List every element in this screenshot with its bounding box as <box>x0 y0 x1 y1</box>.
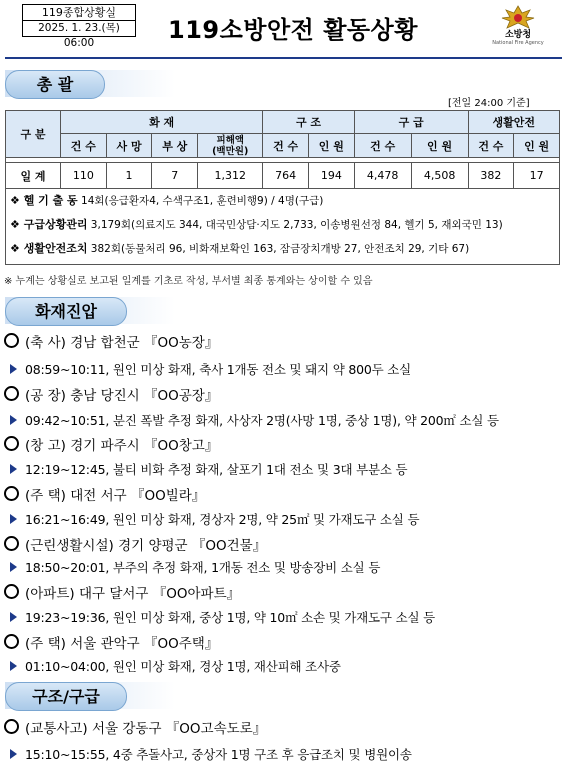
fire-item-title: (주 택) 대전 서구 『OO빌라』 <box>4 484 205 504</box>
triangle-bullet-icon <box>10 661 17 671</box>
fire-item-title: (창 고) 경기 파주시 『OO창고』 <box>4 434 218 454</box>
sub-header <box>198 134 263 158</box>
row-label: 일 계 <box>6 163 61 189</box>
circle-bullet-icon <box>4 436 19 451</box>
rescue-item-title: (교통사고) 서울 강동구 『OO고속도로』 <box>4 717 266 737</box>
fire-item-title: (주 택) 서울 관악구 『OO주택』 <box>4 632 218 652</box>
sub-header: 건 수 <box>468 134 514 158</box>
circle-bullet-icon <box>4 333 19 348</box>
value-cell: 17 <box>514 163 560 189</box>
fires-heading: 화재진압 <box>5 297 127 326</box>
damage-header-line2: (백만원) <box>212 145 249 157</box>
fire-item-detail: 08:59~10:11, 원인 미상 화재, 축사 1개동 전소 및 돼지 약 800두 소실 <box>10 360 411 378</box>
triangle-bullet-icon <box>10 464 17 474</box>
footnote: ※ 누계는 상황실로 보고된 일계를 기초로 작성, 부서별 최종 통계와는 상이할 수 있음 <box>4 276 373 287</box>
circle-bullet-icon <box>4 584 19 599</box>
fire-item-detail: 19:23~19:36, 원인 미상 화재, 중상 1명, 약 10㎡ 소손 및 가재도구 소실 등 <box>10 608 435 626</box>
value-cell: 4,508 <box>411 163 468 189</box>
sub-header: 인 원 <box>309 134 355 158</box>
sub-header: 건 수 <box>263 134 309 158</box>
value-cell: 194 <box>309 163 355 189</box>
agency-logo <box>486 4 550 48</box>
agency-name: 소방청 <box>504 30 532 40</box>
fire-item-detail: 01:10~04:00, 원인 미상 화재, 경상 1명, 재산피해 조사중 <box>10 657 341 675</box>
sub-header: 부 상 <box>152 134 198 158</box>
circle-bullet-icon <box>4 536 19 551</box>
group-safety: 생활안전 <box>468 111 559 134</box>
sub-header: 건 수 <box>354 134 411 158</box>
fire-item-detail: 12:19~12:45, 불티 비화 추정 화재, 살포기 1대 전소 및 3대 부분소 등 <box>10 460 407 478</box>
summary-heading: 총 괄 <box>5 70 105 99</box>
sub-header: 사 망 <box>106 134 152 158</box>
value-cell: 382 <box>468 163 514 189</box>
summary-notes <box>5 188 560 265</box>
triangle-bullet-icon <box>10 364 17 374</box>
sub-header: 건 수 <box>61 134 107 158</box>
fire-item-title: (아파트) 대구 달서구 『OO아파트』 <box>4 582 240 602</box>
fire-item-title: (축 사) 경남 합천군 『OO농장』 <box>4 331 218 351</box>
group-fire: 화 재 <box>61 111 263 134</box>
page-title: 119소방안전 활동상황 <box>168 16 418 44</box>
sub-header: 인 원 <box>514 134 560 158</box>
triangle-bullet-icon <box>10 562 17 572</box>
fire-item-detail: 09:42~10:51, 분진 폭발 추정 화재, 사상자 2명(사망 1명, 중상 1명), 약 200㎡ 소실 등 <box>10 411 499 429</box>
circle-bullet-icon <box>4 719 19 734</box>
office-name: 119종합상황실 <box>41 6 117 19</box>
note-safety: ❖ 생활안전조치 382회(동물처리 96, 비화재보확인 163, 잠금장치개방 27, 안전조치 29, 기타 67) <box>10 242 470 255</box>
damage-header-line1: 피해액 <box>216 134 244 146</box>
stats-table <box>5 110 560 189</box>
col-group-label: 구 분 <box>6 111 61 158</box>
circle-bullet-icon <box>4 386 19 401</box>
header-divider <box>5 57 562 59</box>
triangle-bullet-icon <box>10 612 17 622</box>
agency-name-en: National Fire Agency <box>492 40 544 46</box>
report-date: 2025. 1. 23.(목) 06:00 <box>23 20 135 36</box>
value-cell: 7 <box>152 163 198 189</box>
value-cell: 1,312 <box>198 163 263 189</box>
value-cell: 110 <box>61 163 107 189</box>
value-cell: 4,478 <box>354 163 411 189</box>
basis-note: [전일 24:00 기준] <box>448 98 530 109</box>
rescue-heading: 구조/구급 <box>5 682 127 711</box>
circle-bullet-icon <box>4 634 19 649</box>
fire-item-detail: 16:21~16:49, 원인 미상 화재, 경상자 2명, 약 25㎡ 및 가재도구 소실 등 <box>10 510 419 528</box>
value-cell: 1 <box>106 163 152 189</box>
triangle-bullet-icon <box>10 749 17 759</box>
triangle-bullet-icon <box>10 415 17 425</box>
sub-header: 인 원 <box>411 134 468 158</box>
fire-item-title: (공 장) 충남 당진시 『OO공장』 <box>4 384 218 404</box>
triangle-bullet-icon <box>10 514 17 524</box>
fire-item-title: (근린생활시설) 경기 양평군 『OO건물』 <box>4 534 266 554</box>
rescue-item-detail: 15:10~15:55, 4중 추돌사고, 중상자 1명 구조 후 응급조치 및 병원이송 <box>10 745 412 763</box>
emblem-icon <box>498 4 538 30</box>
header-info-box <box>22 4 136 49</box>
circle-bullet-icon <box>4 486 19 501</box>
group-rescue: 구 조 <box>263 111 354 134</box>
group-ems: 구 급 <box>354 111 468 134</box>
value-cell: 764 <box>263 163 309 189</box>
note-helicopter: ❖ 헬 기 출 동 14회(응급환자4, 수색구조1, 훈련비행9) / 4명(구급) <box>10 194 324 207</box>
fire-item-detail: 18:50~20:01, 부주의 추정 화재, 1개동 전소 및 방송장비 소실 등 <box>10 558 380 576</box>
note-ems: ❖ 구급상황관리 3,179회(의료지도 344, 대국민상담·지도 2,733, 이송병원선정 84, 헬기 5, 재외국민 13) <box>10 218 503 231</box>
